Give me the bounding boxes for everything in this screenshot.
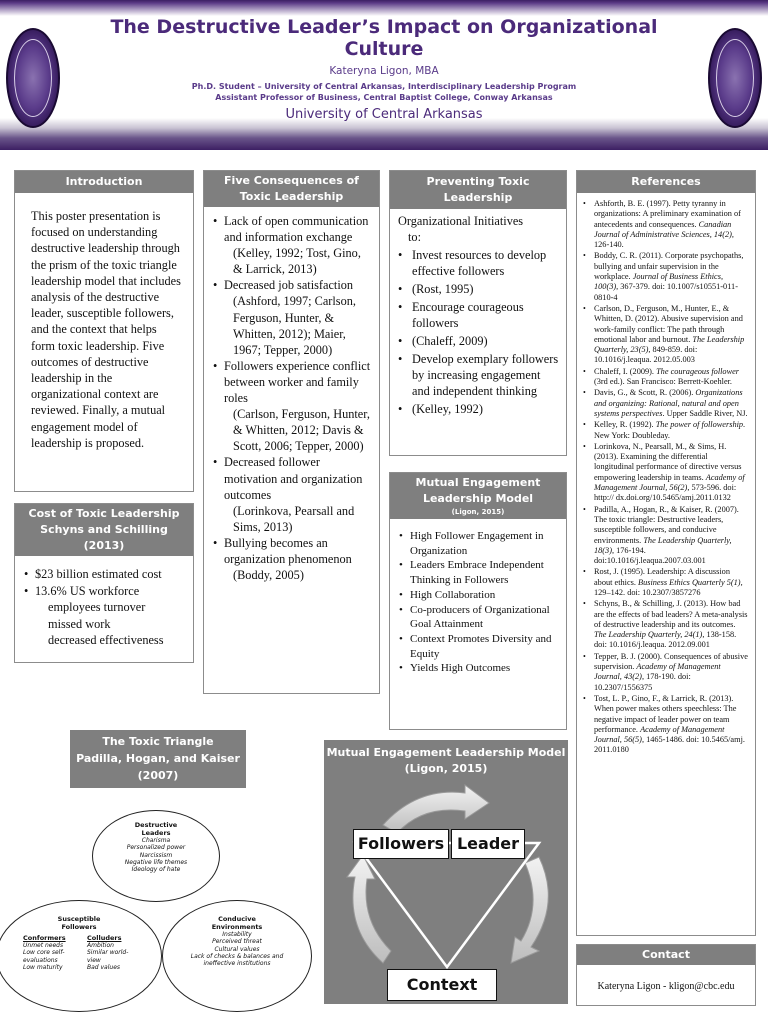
citation: (Lorinkova, Pearsall and Sims, 2013) [233,503,355,534]
list-item: • Invest resources to develop effective followers [398,247,560,279]
reference-item: • Davis, G., & Scott, R. (2006). Organizations and organizing: Rational, natural and open systems perspectives. Upper Saddle River, NJ. [583,388,749,419]
toxic-heading-line: Padilla, Hogan, and Kaiser [76,752,240,765]
susceptible-followers-ellipse [0,900,162,1012]
list-item: • Context Promotes Diversity and Equity [399,632,560,661]
reference-item: • Padilla, A., Hogan, R., & Kaiser, R. (2007). The toxic triangle: Destructive leaders, susceptible followers, and conducive environments. The Leadership Quarterly, 18(3), 176-194. doi:10.1016/j.leaqua.2007.03.001 [583,505,749,567]
reference-item: • Ashforth, B. E. (1997). Petty tyranny in organizations: A preliminary examination of antecedents and consequences. Canadian Journal of Administrative Sciences, 14(2), 126-140. [583,199,749,250]
environment-trait: Cultural values [214,945,260,953]
list-item: • High Follower Engagement in Organization [399,529,560,558]
reference-item: • Boddy, C. R. (2011). Corporate psychopaths, bullying and unfair supervision in the workplace. Journal of Business Ethics, 100(3), 367-379. doi: 10.1007/s10551-011-0810-4 [583,251,749,302]
list-item: • (Kelley, 1992) [398,401,560,417]
list-item: • Encourage courageous followers [398,299,560,331]
poster-title: The Destructive Leader’s Impact on Organizational Culture [110,16,658,60]
consequences-list [204,207,379,583]
conformers-trait: Unmet needs [23,942,64,949]
introduction-section [14,170,194,492]
citation: (Carlson, Ferguson, Hunter, & Whitten, 2012; Davis & Scott, 2006; Tepper, 2000) [233,407,370,454]
affiliation [80,81,688,103]
list-item: • Followers experience conflict between worker and family roles [213,358,373,406]
list-sub-item: employees turnover [48,600,146,614]
citation: (Ashford, 1997; Carlson, Ferguson, Hunter, & Whitten, 2012); Maier, 1967; Tepper, 2000) [233,294,356,357]
university-seal-logo [6,28,60,128]
model-arrows-graphic [325,741,569,1005]
preventing-content [390,209,566,417]
leaders-trait: Charisma [141,837,171,844]
list-item: • Co-producers of Organizational Goal Attainment [399,603,560,632]
list-item: • Decreased job satisfaction [213,277,373,293]
list-item: • Decreased follower motivation and organization outcomes [213,454,373,502]
list-item: • (Rost, 1995) [398,281,560,297]
conformers-trait: Low core self-evaluations [23,949,65,964]
list-item: • High Collaboration [399,588,560,603]
cost-heading-line: Schyns and Schilling (2013) [40,523,168,552]
leaders-trait: Ideology of hate [131,866,181,874]
list-item: • (Chaleff, 2009) [398,333,560,349]
affiliation-line: Assistant Professor of Business, Central Baptist College, Conway Arkansas [215,93,553,102]
cost-section [14,503,194,663]
colluders-trait: Similar world-view [87,949,129,964]
mutual-list [390,519,566,676]
toxic-triangle-diagram [0,788,316,1008]
colluders-trait: Bad values [87,963,121,971]
leader-box: Leader [451,829,525,859]
university-seal-logo [708,28,762,128]
reference-item: • Schyns, B., & Schilling, J. (2013). How bad are the effects of bad leaders? A meta-analysis of destructive leadership and its outcomes. The Leadership Quarterly, 24(1), 138-158. doi: 10.1016/j.leaqua. 2012.09.001 [583,599,749,650]
introduction-text: This poster presentation is focused on understanding destructive leadership through the prism of the toxic triangle leadership model that includes analysis of the destructive leader, susceptible followers, and the context that helps form toxic leadership. Five outcomes of destructive leadership in the organizational context are reviewed. Finally, a mutual engagement model of leadership is proposed. [31,209,181,450]
environment-trait: Instability [222,931,252,938]
conducive-environments-ellipse [162,900,312,1012]
reference-item: • Carlson, D., Ferguson, M., Hunter, E., & Whitten, D. (2012). Abusive supervision and work-family conflict: The path through emotional labor and burnout. The Leadership Quarterly, 23(5), 849-859. doi: 10.1016/j.leaqua. 2012.05.003 [583,304,749,366]
five-consequences-section [203,170,380,694]
poster-header [0,0,768,150]
leaders-trait: Negative life themes [124,858,188,866]
list-sub-item: decreased effectiveness [48,633,164,647]
references-list [577,193,755,756]
colluders-trait: Ambition [87,942,114,949]
list-item: • 13.6% US workforce [24,583,187,600]
list-item: • Bullying becomes an organization phenomenon [213,535,373,567]
conformers-trait: Low maturity [23,963,63,971]
list-item: • Leaders Embrace Independent Thinking in Followers [399,558,560,587]
toxic-heading-line: The Toxic Triangle [102,735,214,748]
contact-heading: Contact [577,945,755,965]
reference-item: • Tost, L. P., Gino, F., & Larrick, R. (2013). When power makes others speechless: The negative impact of leader power on team performance. Academy of Management Journal, 56(5), 1465-1486. doi: 10.5465/amj. 2011.0180 [583,694,749,756]
list-item: • Develop exemplary followers by increasing engagement and independent thinking [398,351,560,399]
mutual-engagement-heading [390,473,566,519]
cost-list [15,556,193,649]
followers-title: Susceptible Followers [57,915,101,931]
contact-section [576,944,756,1006]
affiliation-line: Ph.D. Student – University of Central Arkansas, Interdisciplinary Leadership Program [191,82,577,91]
reference-item: • Rost, J. (1995). Leadership: A discussion about ethics. Business Ethics Quarterly 5(1), 129–142. doi: 10.2307/3857276 [583,567,749,598]
preventing-section [389,170,567,456]
environments-title: Conducive Environments [211,915,263,931]
model-heading-line: Mutual Engagement Leadership Model [326,746,566,759]
introduction-heading: Introduction [15,171,193,193]
toxic-triangle-heading [70,730,246,788]
toxic-heading-line: (2007) [137,769,179,782]
preventing-heading: Preventing Toxic Leadership [390,171,566,209]
model-heading-line: (Ligon, 2015) [404,762,488,775]
cost-heading-line: Cost of Toxic Leadership [28,507,180,520]
list-item: • Yields High Outcomes [399,661,560,676]
preventing-lead: Organizational Initiatives [398,214,524,228]
preventing-list [398,247,560,417]
university-name: University of Central Arkansas [285,107,483,122]
references-heading: References [577,171,755,193]
reference-item: • Tepper, B. J. (2000). Consequences of abusive supervision. Academy of Management Journal, 43(2), 178-190. doi: 10.2307/1556375 [583,652,749,693]
leaders-title: Destructive Leaders [134,821,178,837]
reference-item: • Chaleff, I. (2009). The courageous follower (3rd ed.). San Francisco: Berrett-Koehler. [583,367,749,388]
references-section [576,170,756,936]
list-sub-item: missed work [48,616,111,631]
environment-trait: Perceived threat [212,938,262,946]
list-item: • Lack of open communication and information exchange [213,213,373,245]
colluders-title: Colluders [87,934,122,942]
five-consequences-heading: Five Consequences of Toxic Leadership [204,171,379,207]
reference-item: • Lorinkova, N., Pearsall, M., & Sims, H. (2013). Examining the differential longitudinal performance of directive versus empowering leadership in teams. Academy of Management Journal, 56(2), 573-596. doi: http:// dx.doi.org/10.5465/amj.2011.0132 [583,442,749,504]
conformers-title: Conformers [23,934,66,942]
preventing-lead: to: [408,230,421,244]
reference-item: • Kelley, R. (1992). The power of followership. New York: Doubleday. [583,420,749,441]
cost-heading [15,504,193,556]
list-item: • $23 billion estimated cost [24,566,187,583]
author-name: Kateryna Ligon, MBA [329,65,439,77]
leaders-trait: Narcissism [139,851,173,859]
leaders-trait: Personalized power [126,844,186,852]
followers-box: Followers [353,829,449,859]
mutual-model-figure [324,740,568,1004]
environment-trait: Lack of checks & balances and ineffective institutions [190,952,284,968]
mutual-heading-text: Mutual Engagement Leadership Model [415,476,541,505]
citation: (Kelley, 1992; Tost, Gino, & Larrick, 2013) [233,246,361,277]
mutual-engagement-section [389,472,567,730]
citation: (Boddy, 2005) [233,568,304,583]
contact-email[interactable]: Kateryna Ligon - kligon@cbc.edu [597,981,735,992]
context-box: Context [387,969,497,1001]
mutual-subheading: (Ligon, 2015) [451,508,505,516]
destructive-leaders-ellipse [92,810,220,902]
